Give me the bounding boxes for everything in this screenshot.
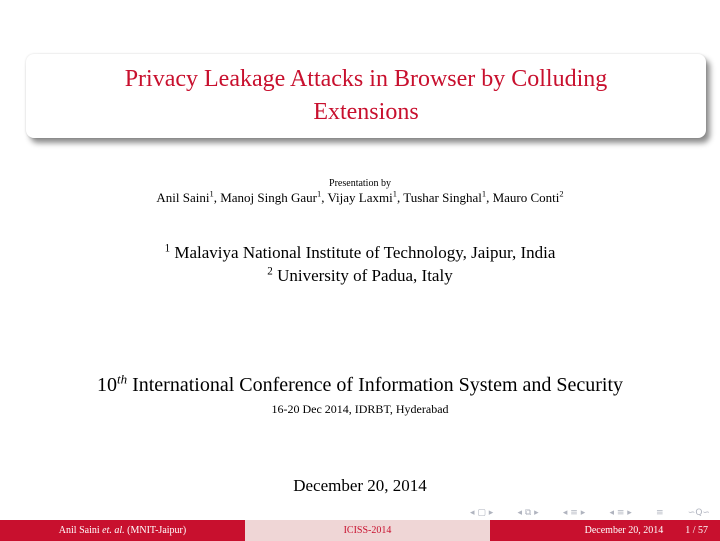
- author-name: Mauro Conti: [492, 190, 560, 205]
- affiliation-1: [0, 243, 720, 263]
- footer-page: 1 / 57: [685, 525, 708, 536]
- affiliation-text: University of Padua, Italy: [277, 266, 453, 285]
- footer-org: (MNIT-Jaipur): [127, 525, 187, 536]
- nav-prev-icon[interactable]: ◂ ▢ ▸: [470, 508, 494, 518]
- footer-bar: [0, 520, 720, 541]
- author-name: Vijay Laxmi: [327, 190, 393, 205]
- conference-title: [0, 371, 720, 397]
- nav-search-icon[interactable]: ∽Q∽: [687, 508, 710, 518]
- footer-info: [490, 520, 720, 541]
- authors-line: Anil Saini$^1$, Manoj Singh Gaur$^1$, Vijay Laxmi$^1$, Tushar Singhal$^1$, Mauro Conti$^2$: [156, 188, 564, 205]
- conference-ordinal: th: [116, 371, 128, 387]
- footer-etal: et. al.: [102, 525, 125, 536]
- title-box: [26, 54, 706, 138]
- presentation-date: December 20, 2014: [293, 476, 427, 495]
- author-aff: 1: [316, 188, 322, 199]
- conference-name: International Conference of Information System and Security: [132, 374, 624, 396]
- footer-event: ICISS-2014: [245, 520, 490, 541]
- author-name: Manoj Singh Gaur: [220, 190, 317, 205]
- nav-frame-icon[interactable]: ◂ ⧉ ▸: [517, 508, 539, 518]
- presented-by: Presentation by: [329, 178, 391, 189]
- conference-number: 10: [96, 374, 117, 396]
- conference-details: 16-20 Dec 2014, IDRBT, Hyderabad: [271, 402, 449, 416]
- beamer-navigation: [470, 505, 710, 521]
- affiliation-text: Malaviya National Institute of Technology, Jaipur, India: [174, 243, 556, 262]
- author-name: Anil Saini: [156, 190, 210, 205]
- author-aff: 1: [481, 188, 487, 199]
- affiliation-number: 1: [164, 242, 171, 255]
- nav-subsection-icon[interactable]: ◂ ≡ ▸: [562, 508, 586, 518]
- nav-section-icon[interactable]: ◂ ≡ ▸: [609, 508, 632, 518]
- title-line-1: Privacy Leakage Attacks in Browser by Colluding: [124, 66, 608, 92]
- affiliation-2: [0, 266, 720, 286]
- title-line-2: Extensions: [313, 99, 419, 125]
- affiliation-number: 2: [267, 265, 273, 278]
- author-name: Tushar Singhal: [403, 190, 482, 205]
- footer-author-name: Anil Saini: [58, 525, 100, 536]
- author-aff: 1: [392, 188, 397, 199]
- nav-align-icon[interactable]: ≡: [656, 508, 664, 518]
- author-aff: 2: [559, 188, 564, 199]
- footer-author: [0, 520, 245, 541]
- footer-date: December 20, 2014: [584, 525, 664, 536]
- author-aff: 1: [209, 188, 214, 199]
